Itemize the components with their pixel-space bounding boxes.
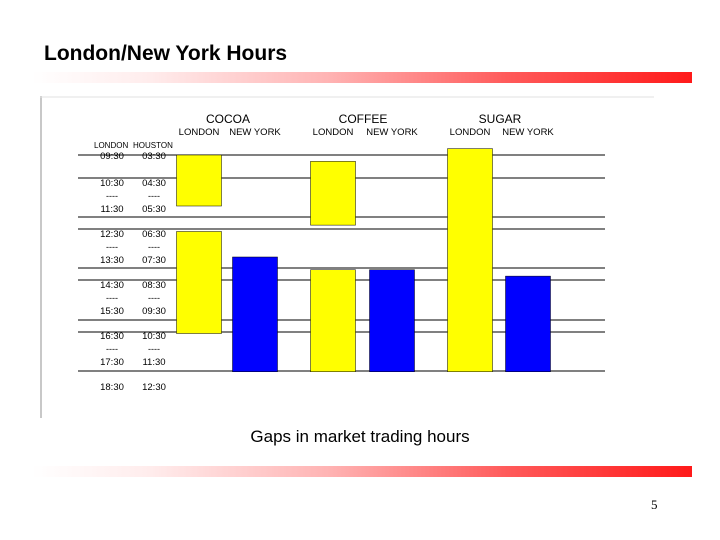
commodity-header-cocoa: COCOA <box>205 112 251 126</box>
range-separator-houston: ---- <box>148 293 160 303</box>
footer-bar <box>32 466 692 477</box>
time-label-london: 12:30 <box>100 229 124 240</box>
session-bar-coffee-london <box>311 270 356 372</box>
title-underline-bar <box>32 72 692 83</box>
page-number: 5 <box>651 497 658 512</box>
session-bar-cocoa-new-york <box>233 257 278 372</box>
time-label-houston: 06:30 <box>142 229 166 240</box>
time-label-london: 11:30 <box>100 204 124 215</box>
session-bar-sugar-london <box>448 149 493 372</box>
time-label-london: 17:30 <box>100 357 124 368</box>
range-separator-london: ---- <box>106 293 118 303</box>
time-label-london: 15:30 <box>100 306 124 317</box>
range-separator-london: ---- <box>106 191 118 201</box>
time-label-houston: 04:30 <box>142 178 166 189</box>
time-label-houston: 10:30 <box>142 331 166 342</box>
market-label-london: LONDON <box>449 127 491 138</box>
trading-hours-diagram <box>40 96 654 418</box>
figure-caption: Gaps in market trading hours <box>250 427 470 446</box>
time-label-houston: 07:30 <box>142 255 166 266</box>
market-label-london: LONDON <box>178 127 220 138</box>
time-label-london: 16:30 <box>100 331 124 342</box>
market-label-new-york: NEW YORK <box>229 127 281 138</box>
time-label-london: 10:30 <box>100 178 124 189</box>
trading-hours-figure <box>40 96 654 418</box>
session-bar-sugar-new-york <box>506 276 551 372</box>
time-label-houston: 09:30 <box>142 306 166 317</box>
time-label-houston: 08:30 <box>142 280 166 291</box>
time-label-houston: 03:30 <box>142 151 166 162</box>
commodity-header-coffee: COFFEE <box>338 112 388 126</box>
time-label-houston: 11:30 <box>142 357 166 368</box>
commodity-header-sugar: SUGAR <box>478 112 522 126</box>
range-separator-houston: ---- <box>148 344 160 354</box>
range-separator-london: ---- <box>106 344 118 354</box>
market-label-new-york: NEW YORK <box>366 127 418 138</box>
session-bar-cocoa-london <box>177 232 222 334</box>
range-separator-london: ---- <box>106 242 118 252</box>
session-bar-coffee-london <box>311 161 356 225</box>
market-label-new-york: NEW YORK <box>502 127 554 138</box>
time-label-london: 09:30 <box>100 151 124 162</box>
time-label-london: 14:30 <box>100 280 124 291</box>
time-label-london: 13:30 <box>100 255 124 266</box>
range-separator-houston: ---- <box>148 242 160 252</box>
time-column-header-london: LONDON <box>94 141 129 150</box>
slide-title: London/New York Hours <box>44 42 288 65</box>
time-column-header-houston: HOUSTON <box>133 141 173 150</box>
time-label-london: 18:30 <box>100 382 124 393</box>
session-bar-cocoa-london <box>177 155 222 206</box>
time-label-houston: 12:30 <box>142 382 166 393</box>
market-label-london: LONDON <box>312 127 354 138</box>
session-bar-coffee-new-york <box>370 270 415 372</box>
range-separator-houston: ---- <box>148 191 160 201</box>
time-label-houston: 05:30 <box>142 204 166 215</box>
